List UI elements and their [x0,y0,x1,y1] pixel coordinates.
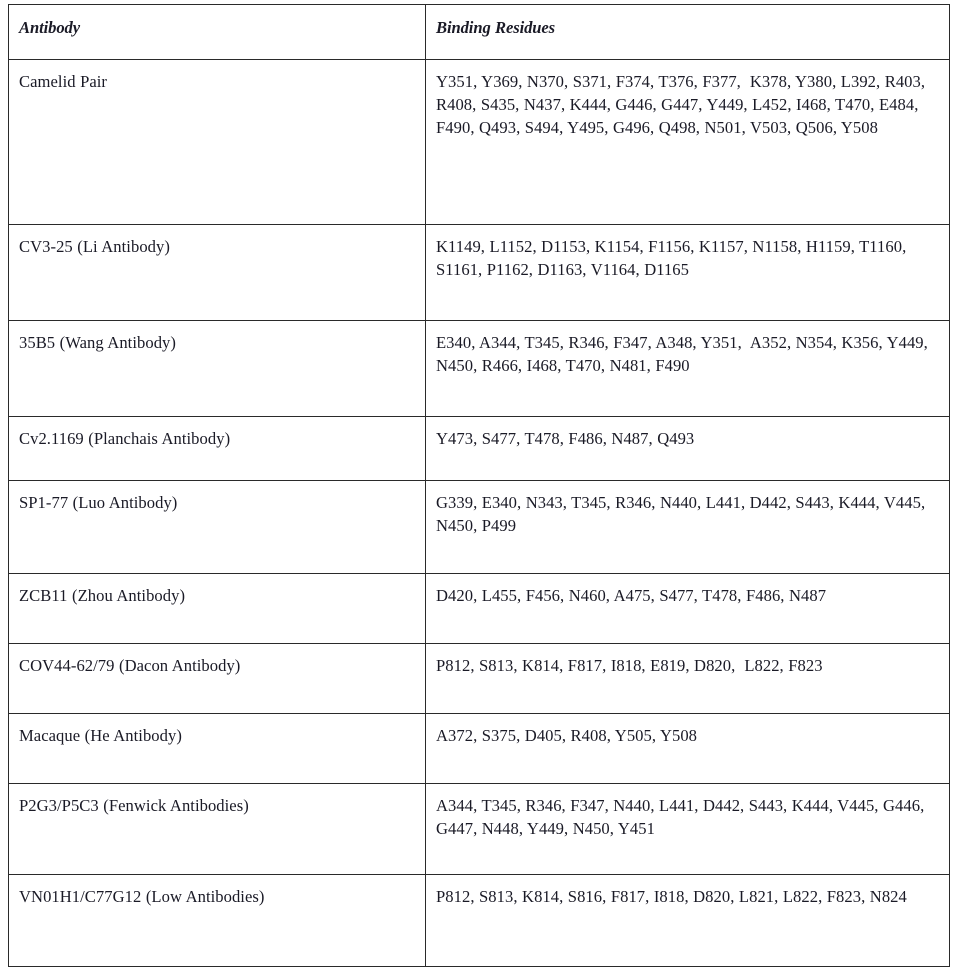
table-row [9,417,950,481]
antibody-name: SP1-77 (Luo Antibody) [19,493,178,512]
table-row [9,784,950,875]
table-body [9,60,950,967]
antibody-name: Camelid Pair [19,72,108,91]
table-header-row [9,5,950,60]
binding-residues-list: Y351, Y369, N370, S371, F374, T376, F377, K378, Y380, L392, R403, R408, S435, N437, K444, G446, G447, Y449, L452, I468, T470, E484, F490, Q493, S494, Y495, G496, Q498, N501, V503, Q506, Y508 [436,72,930,138]
table-row [9,225,950,321]
table-row [9,574,950,644]
cell-binding-residues [426,714,950,784]
binding-residues-list: G339, E340, N343, T345, R346, N440, L441, D442, S443, K444, V445, N450, P499 [436,493,930,536]
table-row [9,60,950,225]
cell-binding-residues [426,321,950,417]
cell-antibody [9,481,426,574]
binding-residues-list: Y473, S477, T478, F486, N487, Q493 [436,429,695,448]
cell-antibody [9,784,426,875]
cell-antibody [9,417,426,481]
binding-residues-list: E340, A344, T345, R346, F347, A348, Y351, A352, N354, K356, Y449, N450, R466, I468, T470, N481, F490 [436,333,933,376]
binding-residues-list: P812, S813, K814, S816, F817, I818, D820, L821, L822, F823, N824 [436,887,907,906]
cell-antibody [9,321,426,417]
binding-residues-list: A344, T345, R346, F347, N440, L441, D442, S443, K444, V445, G446, G447, N448, Y449, N450, Y451 [436,796,929,839]
cell-antibody [9,875,426,967]
table-row [9,714,950,784]
cell-binding-residues [426,574,950,644]
cell-binding-residues [426,784,950,875]
cell-antibody [9,60,426,225]
antibody-name: ZCB11 (Zhou Antibody) [19,586,186,605]
antibody-name: CV3-25 (Li Antibody) [19,237,170,256]
column-header-antibody: Antibody [9,5,426,60]
binding-residues-list: A372, S375, D405, R408, Y505, Y508 [436,726,698,745]
antibody-name: VN01H1/C77G12 (Low Antibodies) [19,887,265,906]
table-row [9,644,950,714]
cell-binding-residues [426,225,950,321]
cell-antibody [9,574,426,644]
cell-antibody [9,225,426,321]
antibody-name: COV44-62/79 (Dacon Antibody) [19,656,241,675]
cell-antibody [9,644,426,714]
binding-residues-list: K1149, L1152, D1153, K1154, F1156, K1157, N1158, H1159, T1160, S1161, P1162, D1163, V1164, D1165 [436,237,911,280]
antibody-name: Cv2.1169 (Planchais Antibody) [19,429,231,448]
cell-binding-residues [426,417,950,481]
cell-binding-residues [426,481,950,574]
antibody-name: 35B5 (Wang Antibody) [19,333,176,352]
table-row [9,875,950,967]
table-header [9,5,950,60]
cell-binding-residues [426,875,950,967]
binding-residues-list: P812, S813, K814, F817, I818, E819, D820, L822, F823 [436,656,823,675]
table-row [9,481,950,574]
antibody-name: P2G3/P5C3 (Fenwick Antibodies) [19,796,249,815]
antibody-name: Macaque (He Antibody) [19,726,182,745]
cell-binding-residues [426,60,950,225]
cell-antibody [9,714,426,784]
cell-binding-residues [426,644,950,714]
table-row [9,321,950,417]
column-header-binding-residues: Binding Residues [426,5,950,60]
binding-residues-list: D420, L455, F456, N460, A475, S477, T478, F486, N487 [436,586,827,605]
antibody-binding-residues-table [8,4,950,967]
